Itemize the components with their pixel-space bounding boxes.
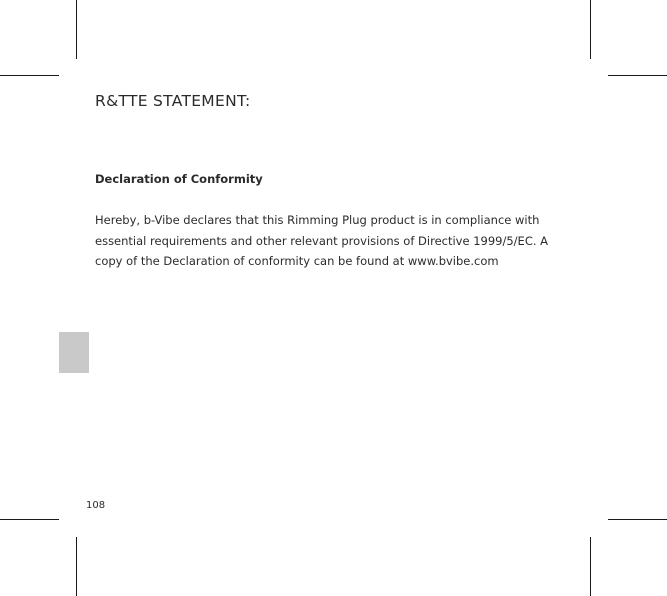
crop-mark-bottom-left-vertical — [76, 537, 77, 596]
page-title: R&TTE STATEMENT: — [95, 92, 251, 110]
section-heading: Declaration of Conformity — [95, 172, 263, 186]
body-paragraph — [95, 210, 585, 272]
crop-mark-top-right-vertical — [590, 0, 591, 59]
crop-mark-top-left-horizontal — [0, 75, 59, 76]
body-line: essential requirements and other relevant provisions of Directive 1999/5/EC. A — [95, 233, 549, 248]
body-line: Hereby, b-Vibe declares that this Rimming Plug product is in compliance with — [95, 213, 540, 227]
body-line: copy of the Declaration of conformity can be found at www.bvibe.com — [95, 254, 499, 268]
page-tab-marker — [59, 332, 89, 373]
crop-mark-top-left-vertical — [76, 0, 77, 59]
crop-mark-bottom-right-vertical — [590, 537, 591, 596]
page-number: 108 — [86, 500, 106, 511]
crop-mark-top-right-horizontal — [608, 75, 667, 76]
crop-mark-bottom-left-horizontal — [0, 519, 59, 520]
crop-mark-bottom-right-horizontal — [608, 519, 667, 520]
